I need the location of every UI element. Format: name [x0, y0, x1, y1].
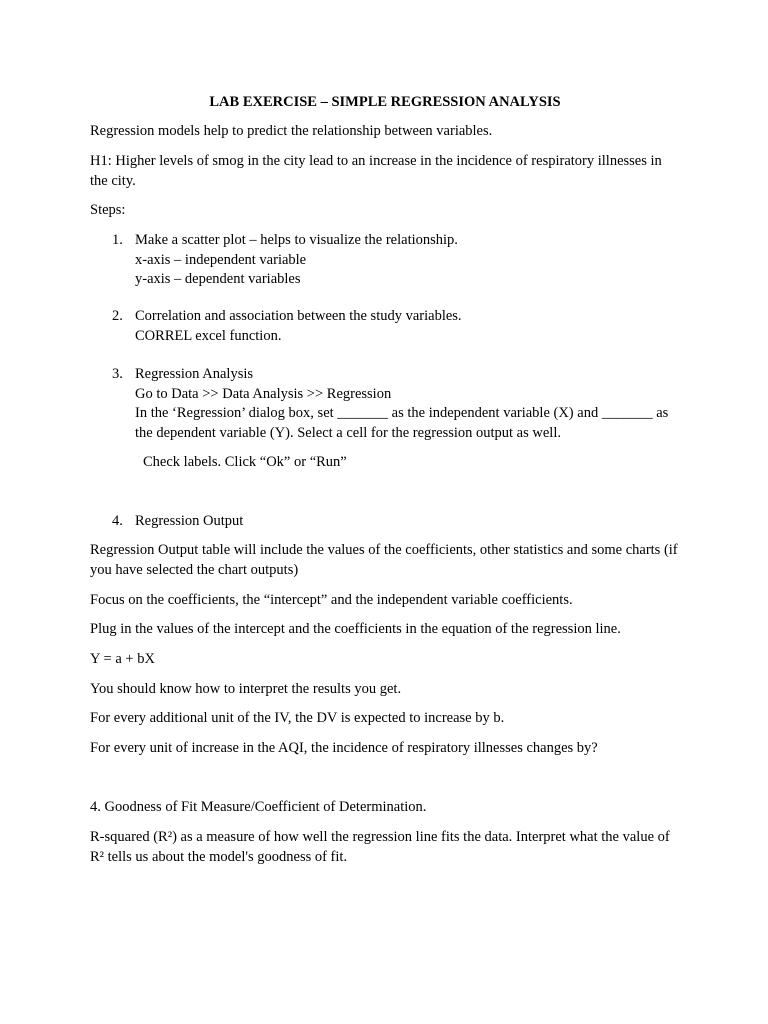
iv-dv-paragraph: For every additional unit of the IV, the DV is expected to increase by b. — [90, 710, 505, 726]
hypothesis-paragraph: H1: Higher levels of smog in the city lead to an increase in the incidence of respiratory illnesses in the city. — [90, 153, 662, 189]
steps-label: Steps: — [90, 202, 126, 218]
equation: Y = a + bX — [90, 651, 155, 667]
step-line: Regression Analysis — [135, 366, 254, 382]
aqi-question: For every unit of increase in the AQI, the incidence of respiratory illnesses changes by? — [90, 740, 598, 756]
plug-paragraph: Plug in the values of the intercept and the coefficients in the equation of the regression line. — [90, 621, 621, 637]
document-title: LAB EXERCISE – SIMPLE REGRESSION ANALYSIS — [209, 94, 561, 110]
goodness-heading: 4. Goodness of Fit Measure/Coefficient of Determination. — [90, 799, 427, 815]
focus-paragraph: Focus on the coefficients, the “intercept” and the independent variable coefficients. — [90, 592, 573, 608]
step-number: 3. — [112, 366, 123, 382]
step-line: Go to Data >> Data Analysis >> Regression — [135, 385, 392, 402]
step-number: 4. — [112, 513, 123, 529]
step-number: 2. — [112, 308, 123, 324]
step-3-note: Check labels. Click “Ok” or “Run” — [143, 454, 347, 470]
intro-paragraph: Regression models help to predict the relationship between variables. — [90, 123, 493, 139]
step-line: x-axis – independent variable — [135, 251, 307, 268]
step-line: CORREL excel function. — [135, 327, 282, 344]
interpret-paragraph: You should know how to interpret the results you get. — [90, 681, 402, 697]
step-line: y-axis – dependent variables — [135, 271, 301, 287]
step-line: Make a scatter plot – helps to visualize the relationship. — [135, 232, 458, 248]
output-paragraph: Regression Output table will include the values of the coefficients, other statistics and some charts (if you have selected the chart outputs) — [90, 542, 678, 578]
goodness-paragraph: R-squared (R²) as a measure of how well the regression line fits the data. Interpret what the value of R² tells us about the model's goodness of fit. — [90, 829, 670, 865]
step-line: In the ‘Regression’ dialog box, set _______ as the independent variable (X) and _______ as the dependent variable (Y). Select a cell for the regression output as well. — [135, 405, 672, 441]
step-number: 1. — [112, 232, 123, 248]
step-line: Correlation and association between the study variables. — [135, 308, 462, 324]
step-line: Regression Output — [135, 513, 244, 529]
